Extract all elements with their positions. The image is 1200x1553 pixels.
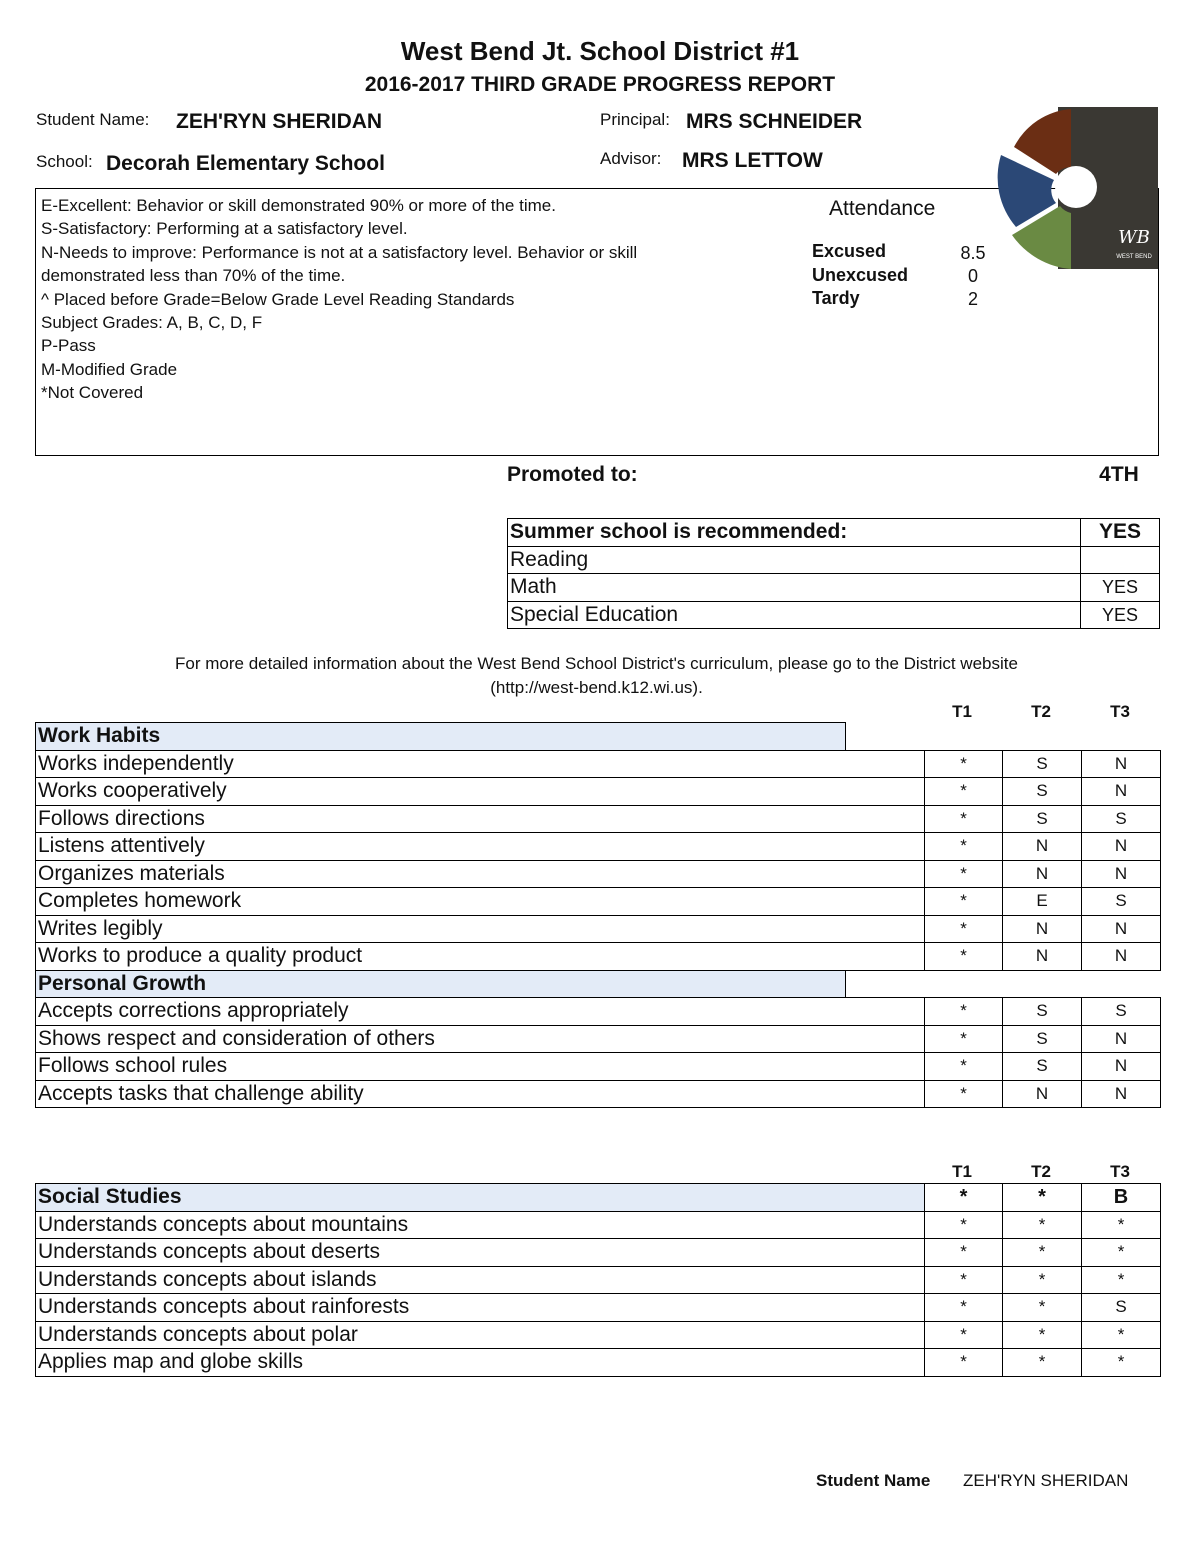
grade-t2: *: [1003, 1321, 1082, 1349]
grade-t1: *: [925, 750, 1003, 778]
skill-label: Works to produce a quality product: [36, 943, 925, 971]
term-header-t3: T3: [1110, 702, 1130, 721]
district-title: West Bend Jt. School District #1: [400, 36, 800, 66]
info-text-line1: For more detailed information about the West Bend School District's curriculum, please go to the District website: [175, 654, 1018, 673]
student-name-label: Student Name:: [36, 110, 150, 129]
summer-school-row: [508, 546, 1160, 574]
grade-t3: N: [1082, 750, 1161, 778]
attendance-excused-value: 8.5: [960, 243, 986, 263]
summer-reading-label: Reading: [508, 546, 1081, 574]
grade-t1: *: [925, 860, 1003, 888]
skill-label: Follows school rules: [36, 1053, 925, 1081]
skill-label: Understands concepts about mountains: [36, 1211, 925, 1239]
behavior-grades-table: [35, 722, 1161, 1108]
table-row: [36, 805, 1161, 833]
grade-t3: *: [1082, 1211, 1161, 1239]
grade-t1: *: [925, 778, 1003, 806]
legend-line: N-Needs to improve: Performance is not at a satisfactory level. Behavior or skill: [41, 242, 638, 262]
grade-t2: *: [1003, 1239, 1082, 1267]
logo-brown-segment: [1014, 109, 1071, 174]
table-row: [36, 833, 1161, 861]
grade-t3: *: [1082, 1239, 1161, 1267]
skill-label: Follows directions: [36, 805, 925, 833]
logo-text: WB: [1118, 227, 1150, 248]
table-row: [36, 1294, 1161, 1322]
grade-t3: *: [1082, 1349, 1161, 1377]
skill-label: Accepts corrections appropriately: [36, 998, 925, 1026]
grade-t1: *: [925, 915, 1003, 943]
table-row: [36, 1239, 1161, 1267]
legend-line: *Not Covered: [41, 383, 144, 403]
table-row: [36, 1349, 1161, 1377]
summer-math-label: Math: [508, 574, 1081, 602]
category-row: [36, 723, 1161, 751]
social-studies-table: [35, 1183, 1161, 1377]
grade-t2: N: [1003, 1080, 1082, 1108]
skill-label: Works cooperatively: [36, 778, 925, 806]
advisor-label: Advisor:: [600, 149, 662, 168]
summer-reading-value: [1081, 546, 1160, 574]
category-title: Work Habits: [36, 723, 846, 751]
skill-label: Understands concepts about rainforests: [36, 1294, 925, 1322]
attendance-tardy-label: Tardy: [812, 288, 860, 308]
logo-subtext: WEST BEND: [1116, 254, 1152, 260]
grade-t3: N: [1082, 943, 1161, 971]
legend-line: E-Excellent: Behavior or skill demonstrated 90% or more of the time.: [41, 196, 556, 215]
grade-t2: *: [1003, 1211, 1082, 1239]
term-header-t2: T2: [1031, 702, 1051, 721]
term-header-t3: T3: [1110, 1162, 1130, 1181]
grade-t3: S: [1082, 888, 1161, 916]
grade-t1: *: [925, 1053, 1003, 1081]
school-label: School:: [36, 152, 93, 171]
grade-t3: N: [1082, 1080, 1161, 1108]
legend-line: Subject Grades: A, B, C, D, F: [41, 313, 263, 332]
table-row: [36, 1025, 1161, 1053]
grade-t3: S: [1082, 998, 1161, 1026]
table-row: [36, 943, 1161, 971]
legend-line: demonstrated less than 70% of the time.: [41, 266, 346, 286]
skill-label: Completes homework: [36, 888, 925, 916]
student-name: ZEH'RYN SHERIDAN: [176, 110, 383, 133]
principal-label: Principal:: [600, 110, 670, 129]
legend-line: M-Modified Grade: [41, 359, 178, 379]
table-row: [36, 915, 1161, 943]
grade-t1: *: [925, 805, 1003, 833]
grade-t1: *: [925, 998, 1003, 1026]
attendance-excused-label: Excused: [812, 241, 887, 261]
term-header-t1: T1: [952, 702, 972, 721]
term-header-t2: T2: [1031, 1162, 1051, 1181]
table-row: [36, 888, 1161, 916]
grade-t2: N: [1003, 915, 1082, 943]
table-row: [36, 778, 1161, 806]
summer-sped-value: YES: [1081, 601, 1160, 629]
spacer-cell: [846, 970, 1161, 998]
grade-t1: *: [925, 1266, 1003, 1294]
grade-t2: S: [1003, 1025, 1082, 1053]
principal-name: MRS SCHNEIDER: [686, 110, 863, 133]
promoted-label: Promoted to:: [507, 463, 638, 486]
table-row: [36, 750, 1161, 778]
grade-t2: *: [1003, 1266, 1082, 1294]
logo-center-circle: [1055, 166, 1097, 208]
grade-t2: N: [1003, 860, 1082, 888]
table-row: [36, 1211, 1161, 1239]
grade-t1: *: [925, 1321, 1003, 1349]
table-row: [36, 1080, 1161, 1108]
grade-t1: *: [925, 1025, 1003, 1053]
grade-t1: *: [925, 1294, 1003, 1322]
summer-school-value: YES: [1081, 519, 1160, 547]
grade-t2: *: [1003, 1184, 1082, 1212]
grade-t1: *: [925, 1349, 1003, 1377]
grade-t2: S: [1003, 998, 1082, 1026]
grade-t1: *: [925, 833, 1003, 861]
grade-t3: N: [1082, 1025, 1161, 1053]
footer-student-label: Student Name: [816, 1471, 931, 1490]
grade-t1: *: [925, 888, 1003, 916]
skill-label: Shows respect and consideration of others: [36, 1025, 925, 1053]
summer-school-row: [508, 601, 1160, 629]
attendance-unexcused-value: 0: [967, 266, 978, 286]
grade-t2: N: [1003, 943, 1082, 971]
district-logo: [996, 105, 1160, 271]
attendance-unexcused-label: Unexcused: [812, 265, 909, 285]
category-title: Social Studies: [36, 1184, 925, 1212]
skill-label: Writes legibly: [36, 915, 925, 943]
legend-line: ^ Placed before Grade=Below Grade Level Reading Standards: [41, 289, 515, 309]
spacer-cell: [846, 723, 1161, 751]
attendance-tardy-value: 2: [967, 289, 978, 309]
grade-t3: N: [1082, 833, 1161, 861]
grade-t3: N: [1082, 860, 1161, 888]
skill-label: Organizes materials: [36, 860, 925, 888]
legend-box: [35, 188, 1159, 456]
grade-t3: *: [1082, 1266, 1161, 1294]
grade-t3: S: [1082, 1294, 1161, 1322]
report-title: 2016-2017 THIRD GRADE PROGRESS REPORT: [364, 73, 836, 96]
grade-t2: S: [1003, 805, 1082, 833]
category-row: [36, 1184, 1161, 1212]
skill-label: Understands concepts about islands: [36, 1266, 925, 1294]
category-row: [36, 970, 1161, 998]
grade-t2: S: [1003, 778, 1082, 806]
skill-label: Listens attentively: [36, 833, 925, 861]
grade-t1: *: [925, 1080, 1003, 1108]
grade-t2: *: [1003, 1349, 1082, 1377]
summer-math-value: YES: [1081, 574, 1160, 602]
school-name: Decorah Elementary School: [106, 152, 385, 175]
grade-t3: N: [1082, 915, 1161, 943]
skill-label: Accepts tasks that challenge ability: [36, 1080, 925, 1108]
table-row: [36, 860, 1161, 888]
grade-t3: *: [1082, 1321, 1161, 1349]
category-title: Personal Growth: [36, 970, 846, 998]
grade-t1: *: [925, 1211, 1003, 1239]
grade-t1: *: [925, 1184, 1003, 1212]
skill-label: Understands concepts about deserts: [36, 1239, 925, 1267]
footer-student-name: ZEH'RYN SHERIDAN: [963, 1471, 1129, 1490]
grade-t2: S: [1003, 750, 1082, 778]
summer-sped-label: Special Education: [508, 601, 1081, 629]
grade-t3: B: [1082, 1184, 1161, 1212]
summer-school-table: [507, 518, 1160, 629]
advisor-name: MRS LETTOW: [682, 149, 823, 172]
term-header-t1: T1: [952, 1162, 972, 1181]
summer-school-row: [508, 574, 1160, 602]
grade-t3: S: [1082, 805, 1161, 833]
skill-label: Understands concepts about polar: [36, 1321, 925, 1349]
attendance-title: Attendance: [829, 197, 936, 220]
promoted-value: 4TH: [1099, 463, 1139, 486]
info-text-line2: (http://west-bend.k12.wi.us).: [490, 678, 703, 697]
table-row: [36, 1053, 1161, 1081]
summer-school-label: Summer school is recommended:: [508, 519, 1081, 547]
grade-t3: N: [1082, 1053, 1161, 1081]
legend-line: P-Pass: [41, 336, 96, 356]
grade-t1: *: [925, 1239, 1003, 1267]
grade-t2: E: [1003, 888, 1082, 916]
table-row: [36, 1321, 1161, 1349]
grade-t1: *: [925, 943, 1003, 971]
grade-t2: *: [1003, 1294, 1082, 1322]
grade-t2: N: [1003, 833, 1082, 861]
skill-label: Works independently: [36, 750, 925, 778]
grade-t2: S: [1003, 1053, 1082, 1081]
table-row: [36, 1266, 1161, 1294]
grade-t3: N: [1082, 778, 1161, 806]
legend-line: S-Satisfactory: Performing at a satisfactory level.: [41, 219, 408, 239]
skill-label: Applies map and globe skills: [36, 1349, 925, 1377]
table-row: [36, 998, 1161, 1026]
summer-school-header-row: [508, 519, 1160, 547]
